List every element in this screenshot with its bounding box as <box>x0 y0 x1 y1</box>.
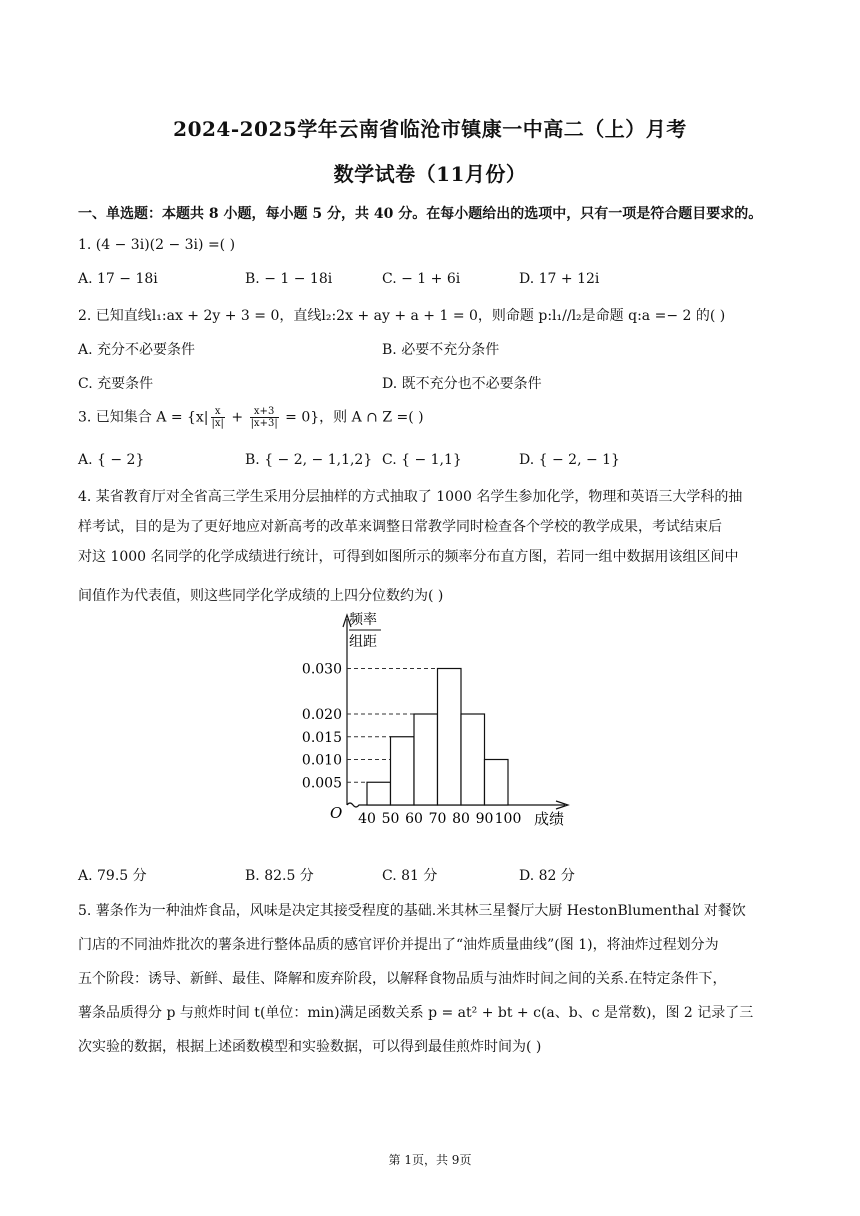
x-tick-label-70: 70 <box>428 811 447 827</box>
question-4-option-b: B. 82.5 分 <box>245 868 314 884</box>
section-heading: 一、单选题：本题共 8 小题，每小题 5 分，共 40 分。在每小题给出的选项中，只有一项是符合题目要求的。 <box>78 206 763 222</box>
question-2-option-a: A. 充分不必要条件 <box>78 342 196 358</box>
histogram-bar-70-80 <box>438 669 462 806</box>
x-tick-label-90: 90 <box>475 811 494 827</box>
origin-label: O <box>330 804 343 822</box>
y-axis-label-top: 频率 <box>349 612 377 628</box>
x-tick-label-100: 100 <box>494 811 522 827</box>
exam-title: 2024-2025学年云南省临沧市镇康一中高二（上）月考 <box>173 117 687 141</box>
histogram-bar-80-90 <box>461 714 485 805</box>
y-tick-label-0.030: 0.030 <box>301 661 342 678</box>
question-4-line-4: 间值作为代表值，则这些同学化学成绩的上四分位数约为( ) <box>78 588 444 604</box>
question-4-line-1: 4. 某省教育厅对全省高三学生采用分层抽样的方式抽取了 1000 名学生参加化学，物理和英语三大学科的抽 <box>78 489 743 505</box>
question-4-option-d: D. 82 分 <box>519 868 575 884</box>
exam-subtitle: 数学试卷（11月份） <box>333 162 527 186</box>
question-1-option-b: B. − 1 − 18i <box>245 271 333 287</box>
x-tick-label-50: 50 <box>381 811 400 827</box>
y-tick-label-0.015: 0.015 <box>301 729 342 746</box>
question-3-option-b: B. { − 2, − 1,1,2} <box>245 452 373 468</box>
question-3-stem <box>78 406 424 429</box>
question-4-line-2: 样考试，目的是为了更好地应对新高考的改革来调整日常教学同时检查各个学校的教学成果，考试结束后 <box>78 519 722 535</box>
question-2-option-b: B. 必要不充分条件 <box>382 342 500 358</box>
y-tick-label-0.020: 0.020 <box>301 707 342 723</box>
question-5-line-2: 门店的不同油炸批次的薯条进行整体品质的感官评价并提出了“油炸质量曲线”(图 1)，将油炸过程划分为 <box>78 937 719 953</box>
question-3-stem-pre: 3. 已知集合 A = {x| <box>78 409 209 426</box>
fraction-1 <box>211 406 225 429</box>
question-4-option-a: A. 79.5 分 <box>78 868 147 884</box>
question-5-line-1: 5. 薯条作为一种油炸食品，风味是决定其接受程度的基础.米其林三星餐厅大厨 HestonBlumenthal 对餐饮 <box>78 903 746 919</box>
question-5-line-3: 五个阶段：诱导、新鲜、最佳、降解和废弃阶段，以解释食物品质与油炸时间之间的关系.在特定条件下， <box>78 971 727 987</box>
page-footer: 第 1页，共 9页 <box>388 1153 472 1167</box>
x-tick-label-60: 60 <box>405 811 423 827</box>
x-tick-label-40: 40 <box>358 811 376 827</box>
fraction-1-numerator: x <box>211 406 225 418</box>
histogram-bar-50-60 <box>391 737 415 805</box>
y-tick-label-0.010: 0.010 <box>301 752 342 769</box>
question-2-option-c: C. 充要条件 <box>78 376 154 392</box>
question-1-option-d: D. 17 + 12i <box>519 271 600 287</box>
fraction-2-denominator: |x+3| <box>250 418 278 429</box>
fraction-1-denominator: |x| <box>211 418 224 429</box>
fraction-2 <box>250 406 279 429</box>
question-2-stem: 2. 已知直线l₁:ax + 2y + 3 = 0，直线l₂:2x + ay + a + 1 = 0，则命题 p:l₁//l₂是命题 q:a =− 2 的( ) <box>78 308 726 324</box>
histogram-bar-60-70 <box>414 714 438 805</box>
x-tick-label-80: 80 <box>452 811 470 827</box>
plus-sign: + <box>226 409 248 426</box>
fraction-2-numerator: x+3 <box>250 406 279 418</box>
question-3-option-c: C. { − 1,1} <box>382 452 462 468</box>
histogram-bar-40-50 <box>367 782 391 805</box>
question-5-line-4: 薯条品质得分 p 与煎炸时间 t(单位：min)满足函数关系 p = at² + bt + c(a、b、c 是常数)，图 2 记录了三 <box>78 1005 754 1021</box>
question-5-line-5: 次实验的数据，根据上述函数模型和实验数据，可以得到最佳煎炸时间为( ) <box>78 1039 542 1055</box>
question-4-option-c: C. 81 分 <box>382 868 438 884</box>
question-1-stem: 1. (4 − 3i)(2 − 3i) =( ) <box>78 237 236 253</box>
frequency-histogram <box>290 605 580 835</box>
y-tick-label-0.005: 0.005 <box>301 775 342 792</box>
question-1-option-c: C. − 1 + 6i <box>382 271 461 287</box>
x-axis-label: 成绩 <box>534 810 565 828</box>
question-3-option-d: D. { − 2, − 1} <box>519 452 620 468</box>
question-4-line-3: 对这 1000 名同学的化学成绩进行统计，可得到如图所示的频率分布直方图，若同一组中数据用该组区间中 <box>78 549 739 565</box>
question-1-option-a: A. 17 − 18i <box>78 271 158 287</box>
histogram-bar-90-100 <box>485 760 509 806</box>
question-3-option-a: A. { − 2} <box>78 452 145 468</box>
question-2-option-d: D. 既不充分也不必要条件 <box>382 376 542 392</box>
y-axis-label-bottom: 组距 <box>349 634 377 650</box>
question-3-stem-post: = 0}，则 A ∩ Z =( ) <box>280 409 424 426</box>
